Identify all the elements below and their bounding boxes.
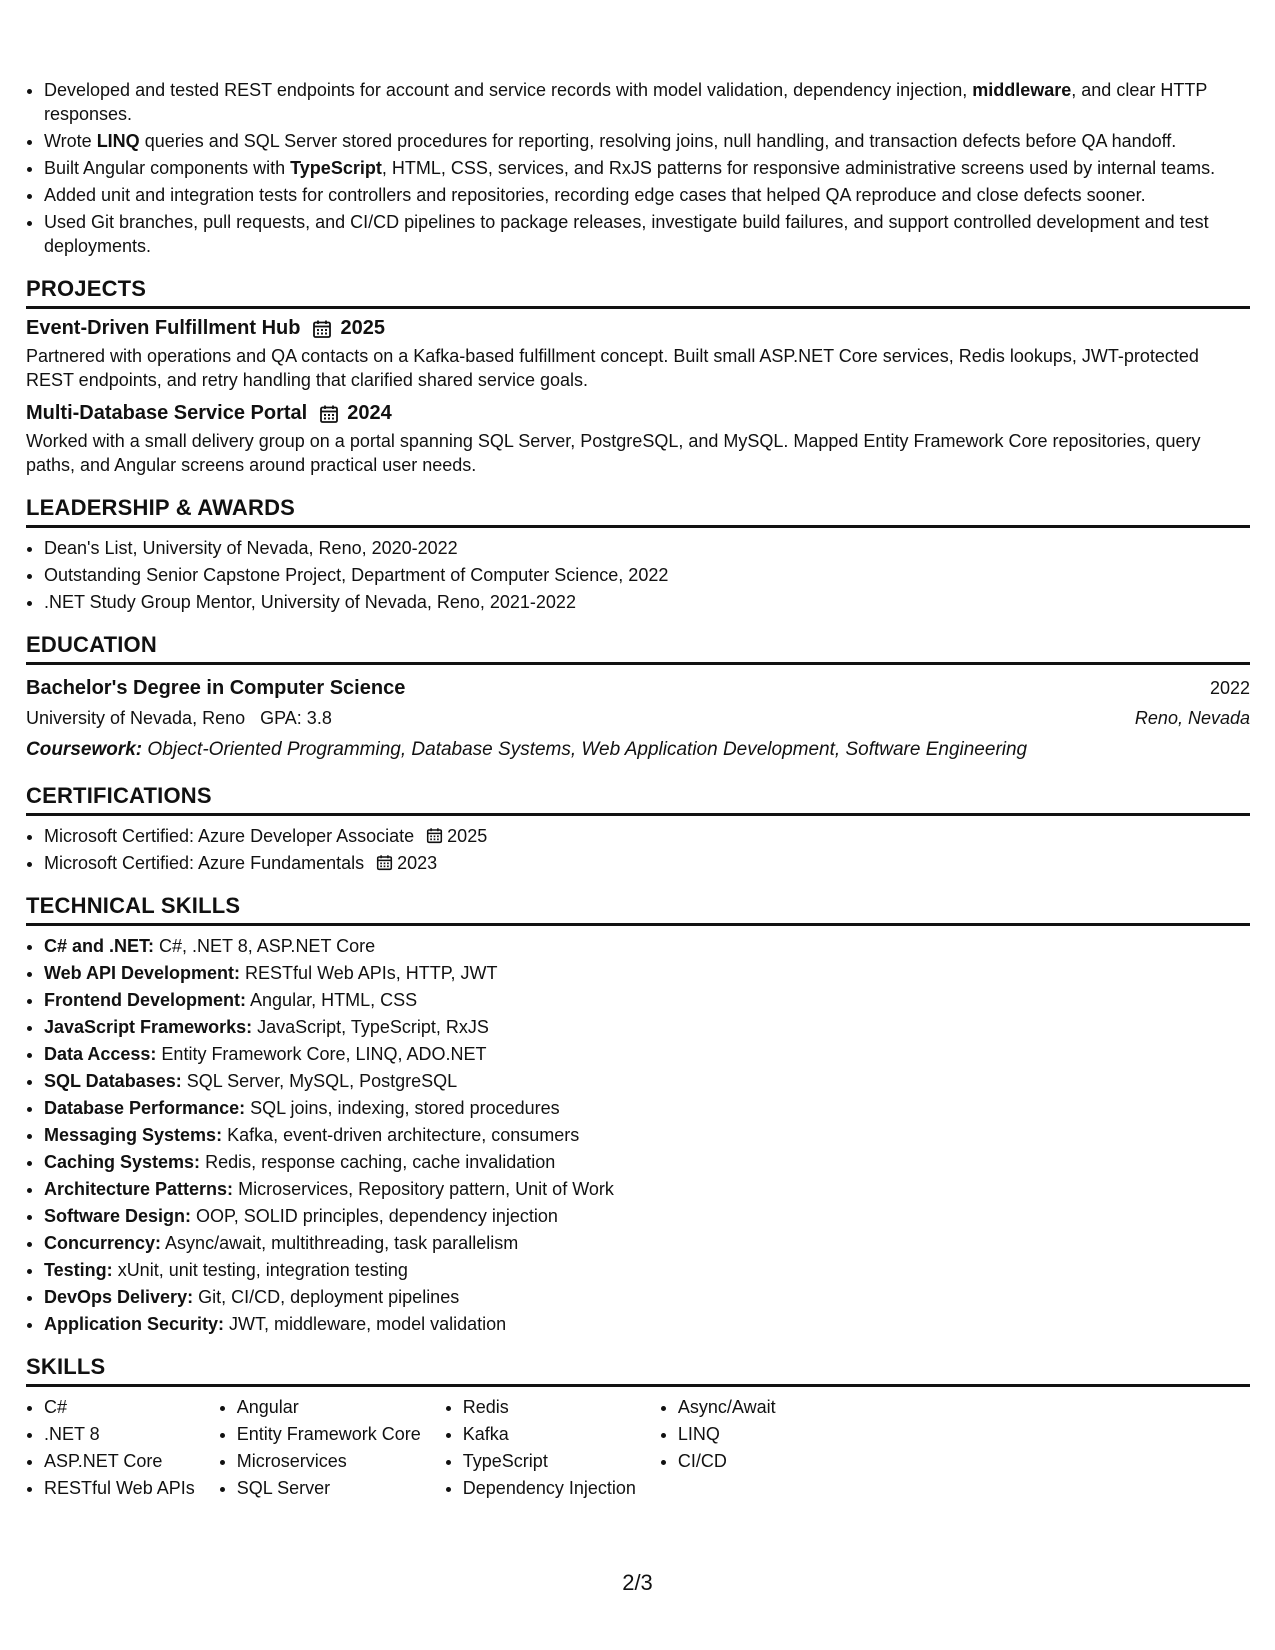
graduation-year: 2022: [1209, 678, 1250, 698]
skill-values: Redis, response caching, cache invalidation: [205, 1152, 556, 1172]
project-title: [26, 402, 1250, 425]
skills-column: [660, 1395, 776, 1503]
degree: Bachelor's Degree in Computer Science: [26, 677, 406, 699]
certification-item: [44, 851, 1250, 875]
technical-skill-item: [44, 1096, 1250, 1120]
education-heading: EDUCATION: [26, 632, 1250, 665]
skill-category: Messaging Systems:: [44, 1125, 223, 1145]
technical-skill-item: [44, 1069, 1250, 1093]
skill-item: • Dependency Injection: [463, 1476, 636, 1500]
skill-values: Kafka, event-driven architecture, consumers: [227, 1125, 580, 1145]
skill-values: C#, .NET 8, ASP.NET Core: [159, 936, 376, 956]
experience-bullet: • Built Angular components with TypeScript, HTML, CSS, services, and RxJS patterns for responsive administrative screens used by internal teams.: [44, 156, 1250, 180]
skill-category: C# and .NET:: [44, 936, 155, 956]
skill-values: SQL joins, indexing, stored procedures: [250, 1098, 560, 1118]
project-description: Partnered with operations and QA contacts on a Kafka-based fulfillment concept. Built small ASP.NET Core services, Redis lookups, JWT-protected REST endpoints, and retry handling that clarified shared service goals.: [26, 346, 1199, 390]
skill-item: • RESTful Web APIs: [44, 1476, 195, 1500]
calendar-icon: [426, 827, 443, 844]
skills-column: [26, 1395, 195, 1503]
technical-skill-item: [44, 1231, 1250, 1255]
skill-item: • Entity Framework Core: [237, 1422, 421, 1446]
leadership-list: [26, 536, 1250, 614]
experience-bullets: [26, 78, 1250, 258]
skill-category: Concurrency:: [44, 1233, 162, 1253]
leadership-item: • Outstanding Senior Capstone Project, Department of Computer Science, 2022: [44, 563, 1250, 587]
skill-item: • .NET 8: [44, 1422, 195, 1446]
technical-skill-item: [44, 1177, 1250, 1201]
skill-item: • Async/Await: [678, 1395, 776, 1419]
projects-heading: PROJECTS: [26, 276, 1250, 309]
school-info: [26, 703, 332, 733]
skills-grid: [26, 1395, 1250, 1503]
skill-values: Microservices, Repository pattern, Unit of Work: [238, 1179, 614, 1199]
certification-name: Microsoft Certified: Azure Fundamentals: [44, 853, 365, 873]
skill-category: SQL Databases:: [44, 1071, 182, 1091]
skill-item: • Angular: [237, 1395, 421, 1419]
certification-item: [44, 824, 1250, 848]
skill-item: • Kafka: [463, 1422, 636, 1446]
skills-heading: SKILLS: [26, 1354, 1250, 1387]
skill-values: Entity Framework Core, LINQ, ADO.NET: [161, 1044, 487, 1064]
skill-item: • C#: [44, 1395, 195, 1419]
technical-skill-item: [44, 1123, 1250, 1147]
technical-skills-list: [26, 934, 1250, 1336]
skill-category: Application Security:: [44, 1314, 225, 1334]
project-year: 2025: [340, 317, 385, 339]
skill-values: SQL Server, MySQL, PostgreSQL: [186, 1071, 458, 1091]
certification-year: 2023: [397, 853, 438, 873]
skills-column: [219, 1395, 421, 1503]
skill-values: RESTful Web APIs, HTTP, JWT: [245, 963, 498, 983]
skills-column: [445, 1395, 636, 1503]
calendar-icon: [312, 319, 332, 339]
technical-skill-item: [44, 1312, 1250, 1336]
skill-category: DevOps Delivery:: [44, 1287, 194, 1307]
resume-page: [26, 78, 1250, 1503]
project-description: Worked with a small delivery group on a portal spanning SQL Server, PostgreSQL, and MySQL. Mapped Entity Framework Core repositories, query paths, and Angular screens around practical user needs.: [26, 431, 1201, 475]
page-number: 2/3: [622, 1570, 653, 1595]
skill-item: • LINQ: [678, 1422, 776, 1446]
certification-name: Microsoft Certified: Azure Developer Associate: [44, 826, 415, 846]
technical-skills-heading: TECHNICAL SKILLS: [26, 893, 1250, 926]
school-location: Reno, Nevada: [1134, 708, 1250, 728]
technical-skill-item: [44, 1150, 1250, 1174]
certifications-list: [26, 824, 1250, 875]
skill-category: JavaScript Frameworks:: [44, 1017, 253, 1037]
technical-skill-item: [44, 961, 1250, 985]
technical-skill-item: [44, 988, 1250, 1012]
leadership-item: • Dean's List, University of Nevada, Reno, 2020-2022: [44, 536, 1250, 560]
project-name: Multi-Database Service Portal: [26, 402, 308, 424]
project-title: [26, 317, 1250, 340]
school: University of Nevada, Reno: [26, 708, 246, 728]
skill-item: • Redis: [463, 1395, 636, 1419]
skill-item: • SQL Server: [237, 1476, 421, 1500]
project-year: 2024: [347, 402, 392, 424]
education-degree-row: [26, 673, 1250, 703]
skill-item: • ASP.NET Core: [44, 1449, 195, 1473]
technical-skill-item: [44, 1042, 1250, 1066]
skill-values: Async/await, multithreading, task parallelism: [165, 1233, 519, 1253]
skill-category: Data Access:: [44, 1044, 157, 1064]
skill-values: xUnit, unit testing, integration testing: [117, 1260, 408, 1280]
experience-bullet: • Used Git branches, pull requests, and CI/CD pipelines to package releases, investigate build failures, and support controlled development and test deployments.: [44, 210, 1250, 258]
coursework-label: Coursework:: [26, 739, 143, 760]
skill-item: • TypeScript: [463, 1449, 636, 1473]
leadership-heading: LEADERSHIP & AWARDS: [26, 495, 1250, 528]
skill-category: Software Design:: [44, 1206, 192, 1226]
skill-category: Frontend Development:: [44, 990, 247, 1010]
project-name: Event-Driven Fulfillment Hub: [26, 317, 301, 339]
technical-skill-item: [44, 1204, 1250, 1228]
education-school-row: [26, 703, 1250, 733]
skill-values: JavaScript, TypeScript, RxJS: [257, 1017, 489, 1037]
calendar-icon: [376, 854, 393, 871]
skill-category: Architecture Patterns:: [44, 1179, 234, 1199]
leadership-item: • .NET Study Group Mentor, University of Nevada, Reno, 2021-2022: [44, 590, 1250, 614]
experience-bullet: • Added unit and integration tests for controllers and repositories, recording edge cases that helped QA reproduce and close defects sooner.: [44, 183, 1250, 207]
skill-item: • CI/CD: [678, 1449, 776, 1473]
gpa: GPA: 3.8: [260, 708, 332, 728]
coursework-list: Object-Oriented Programming, Database Systems, Web Application Development, Software Engineering: [147, 739, 1028, 760]
certifications-heading: CERTIFICATIONS: [26, 783, 1250, 816]
technical-skill-item: [44, 1285, 1250, 1309]
skill-category: Testing:: [44, 1260, 113, 1280]
skill-values: OOP, SOLID principles, dependency injection: [196, 1206, 558, 1226]
certification-year: 2025: [447, 826, 488, 846]
experience-bullet: • Developed and tested REST endpoints for account and service records with model validation, dependency injection, middleware, and clear HTTP responses.: [44, 78, 1250, 126]
skill-values: JWT, middleware, model validation: [229, 1314, 507, 1334]
skill-values: Angular, HTML, CSS: [250, 990, 418, 1010]
technical-skill-item: [44, 1258, 1250, 1282]
technical-skill-item: [44, 1015, 1250, 1039]
skill-category: Database Performance:: [44, 1098, 246, 1118]
skill-values: Git, CI/CD, deployment pipelines: [198, 1287, 460, 1307]
coursework: [26, 735, 1250, 765]
experience-bullet: • Wrote LINQ queries and SQL Server stored procedures for reporting, resolving joins, null handling, and transaction defects before QA handoff.: [44, 129, 1250, 153]
skill-category: Caching Systems:: [44, 1152, 201, 1172]
skill-item: • Microservices: [237, 1449, 421, 1473]
skill-category: Web API Development:: [44, 963, 241, 983]
technical-skill-item: [44, 934, 1250, 958]
calendar-icon: [319, 404, 339, 424]
